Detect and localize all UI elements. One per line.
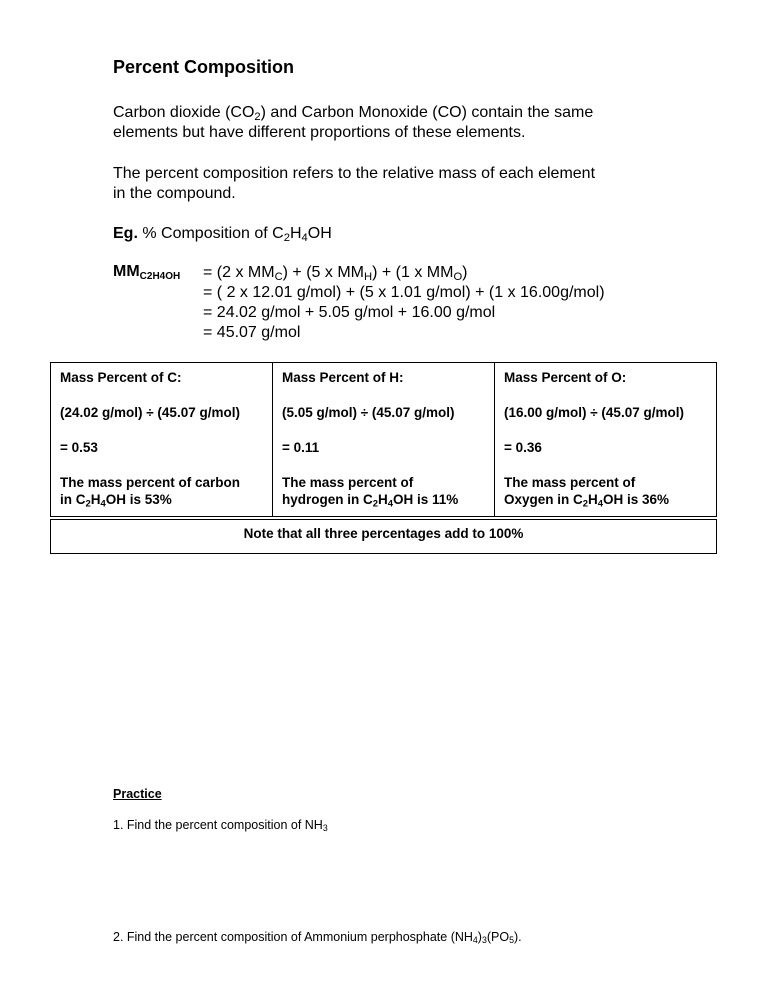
note-box: Note that all three percentages add to 100%	[50, 519, 717, 554]
carbon-conclusion: The mass percent of carbon in $C_2H_4OH$ is 53%	[60, 475, 241, 510]
oxygen-result: = 0.36	[504, 440, 542, 455]
intro-paragraph-2: The percent composition refers to the relative mass of each element in the compound.	[113, 165, 596, 202]
practice-heading: Practice	[113, 787, 162, 801]
carbon-header: Mass Percent of C:	[60, 370, 182, 385]
mass-percent-table	[50, 362, 717, 517]
molar-mass-line-1: = (2 x $MM_C) + (5$ x $MM_H) + (1$ x $MM_O$)	[203, 264, 468, 283]
molar-mass-line-3: = 24.02 g/mol + 5.05 g/mol + 16.00 g/mol	[203, 304, 496, 321]
molar-mass-line-2: = ( 2 x 12.01 g/mol) + (5 x 1.01 g/mol) + (1 x 16.00g/mol)	[203, 284, 605, 301]
practice-question-1: 1. Find the percent composition of $NH_3$	[113, 818, 328, 834]
example-heading: Eg. % Composition of $C_2H_4OH$	[113, 225, 332, 244]
oxygen-cell	[495, 363, 717, 517]
practice-question-2: 2. Find the percent composition of Ammonium perphosphate $(NH_4)_3(PO_5)$.	[113, 930, 522, 946]
hydrogen-calc: (5.05 g/mol) ÷ (45.07 g/mol)	[282, 405, 455, 420]
intro-paragraph-1: Carbon dioxide $(CO_2)$ and Carbon Monoxide (CO) contain the same elements but have different proportions of these elements.	[113, 104, 594, 141]
carbon-result: = 0.53	[60, 440, 98, 455]
oxygen-conclusion: The mass percent of Oxygen in $C_2H_4OH$ is 36%	[504, 475, 670, 510]
molar-mass-line-4: = 45.07 g/mol	[203, 324, 301, 341]
oxygen-header: Mass Percent of O:	[504, 370, 627, 385]
carbon-cell	[51, 363, 273, 517]
page-title: Percent Composition	[113, 57, 295, 77]
hydrogen-result: = 0.11	[282, 440, 320, 455]
carbon-calc: (24.02 g/mol) ÷ (45.07 g/mol)	[60, 405, 240, 420]
hydrogen-conclusion: The mass percent of hydrogen in $C_2H_4OH$ is 11%	[282, 475, 459, 510]
molar-mass-label: $MM_{C2H4OH}$	[113, 263, 181, 282]
oxygen-calc: (16.00 g/mol) ÷ (45.07 g/mol)	[504, 405, 684, 420]
hydrogen-header: Mass Percent of H:	[282, 370, 404, 385]
hydrogen-cell	[273, 363, 495, 517]
